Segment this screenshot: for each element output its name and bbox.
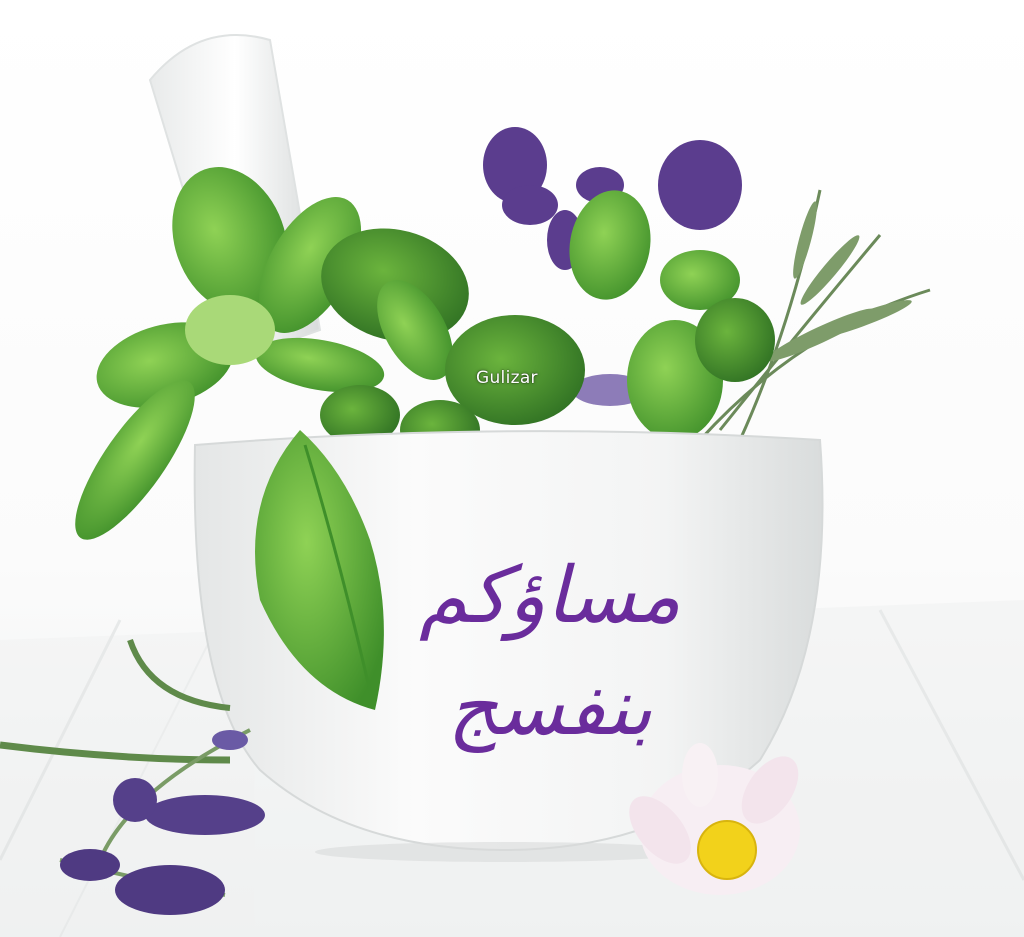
greeting-line-2: بنفسج	[447, 663, 653, 753]
greeting-line-1: مساؤكم	[419, 551, 681, 641]
watermark-text: Gulizar	[476, 368, 538, 388]
